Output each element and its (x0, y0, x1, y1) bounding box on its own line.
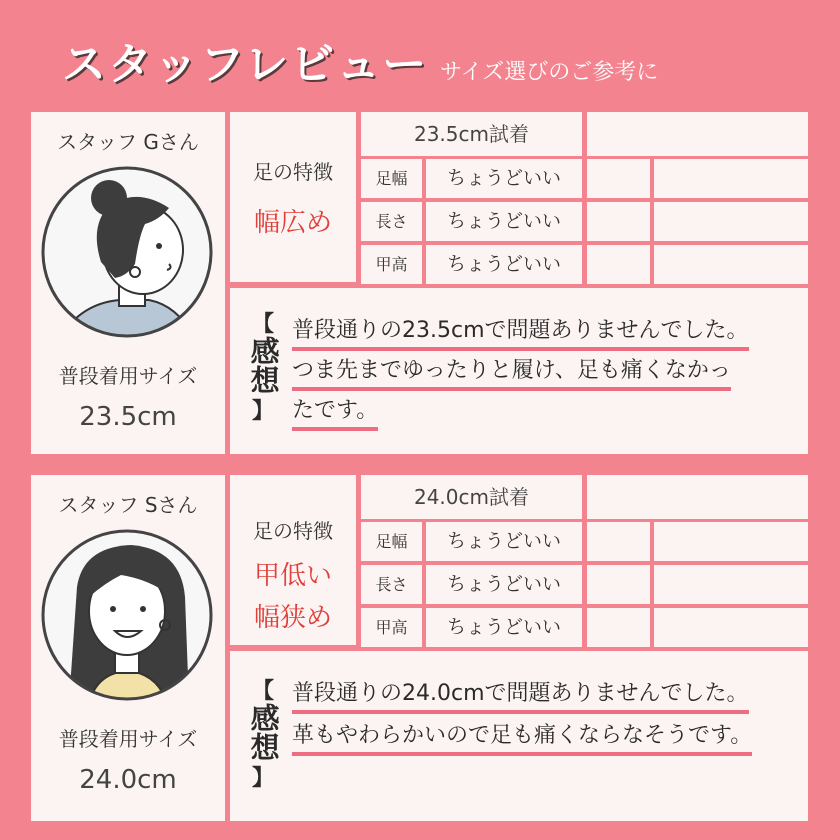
fit-row-label: 甲高 (361, 245, 422, 284)
fit-row-value: ちょうどいい (426, 565, 582, 604)
woman-bun-hair-portrait-icon (39, 164, 215, 340)
usual-size-label: 普段着用サイズ (58, 364, 198, 388)
fit-row-label: 長さ (361, 565, 422, 604)
comment-line: つま先までゆったりと履け、足も痛くなかっ (292, 356, 731, 391)
blank-cell (654, 202, 808, 241)
trial-size: 24.0cm試着 (361, 475, 582, 519)
comment-panel (230, 651, 808, 821)
page-subtitle: サイズ選びのご参考に (440, 60, 659, 85)
foot-feature-value: 甲低い (253, 561, 332, 591)
blank-cell (587, 112, 808, 156)
comment-tag-label: 感想 (246, 336, 281, 394)
fit-row-value: ちょうどいい (426, 522, 582, 561)
fit-row-value: ちょうどいい (426, 608, 582, 647)
page-title: スタッフレビュー (62, 39, 429, 90)
blank-cell (587, 202, 650, 241)
foot-feature-label: 足の特徴 (253, 519, 333, 543)
staff-name: スタッフ Sさん (58, 493, 198, 517)
foot-feature-value: 幅広め (253, 208, 332, 238)
staff-panel (31, 475, 225, 821)
blank-cell (587, 608, 650, 647)
header (0, 0, 840, 110)
comment-line: たです。 (292, 396, 378, 431)
staff-name: スタッフ Gさん (57, 130, 199, 154)
foot-feature-panel (230, 475, 356, 645)
fit-row-label: 甲高 (361, 608, 422, 647)
fit-row-label: 長さ (361, 202, 422, 241)
woman-long-hair-portrait-icon (39, 527, 215, 703)
comment-panel (230, 288, 808, 454)
usual-size-value: 23.5cm (79, 402, 177, 432)
foot-feature-value: 幅狭め (253, 603, 332, 633)
blank-cell (654, 245, 808, 284)
blank-cell (654, 159, 808, 198)
comment-line: 革もやわらかいので足も痛くならなそうです。 (292, 721, 752, 756)
blank-cell (587, 565, 650, 604)
trial-size: 23.5cm試着 (361, 112, 582, 156)
staff-panel (31, 112, 225, 454)
foot-feature-panel (230, 112, 356, 282)
comment-tag: 【 感想 】 (246, 312, 281, 425)
blank-cell (654, 608, 808, 647)
review-card-s (31, 475, 808, 821)
blank-cell (587, 475, 808, 519)
blank-cell (654, 522, 808, 561)
usual-size-label: 普段着用サイズ (58, 727, 198, 751)
comment-tag-label: 感想 (246, 703, 281, 761)
blank-cell (587, 159, 650, 198)
fit-row-label: 足幅 (361, 159, 422, 198)
usual-size-value: 24.0cm (79, 765, 177, 795)
fit-row-value: ちょうどいい (426, 159, 582, 198)
blank-cell (587, 245, 650, 284)
foot-feature-label: 足の特徴 (253, 160, 333, 184)
comment-tag: 【 感想 】 (246, 679, 281, 792)
blank-cell (654, 565, 808, 604)
blank-cell (587, 522, 650, 561)
fit-row-label: 足幅 (361, 522, 422, 561)
comment-line: 普段通りの23.5cmで問題ありませんでした。 (292, 316, 749, 351)
review-card-g (31, 112, 808, 454)
fit-row-value: ちょうどいい (426, 202, 582, 241)
fit-row-value: ちょうどいい (426, 245, 582, 284)
comment-line: 普段通りの24.0cmで問題ありませんでした。 (292, 679, 749, 714)
